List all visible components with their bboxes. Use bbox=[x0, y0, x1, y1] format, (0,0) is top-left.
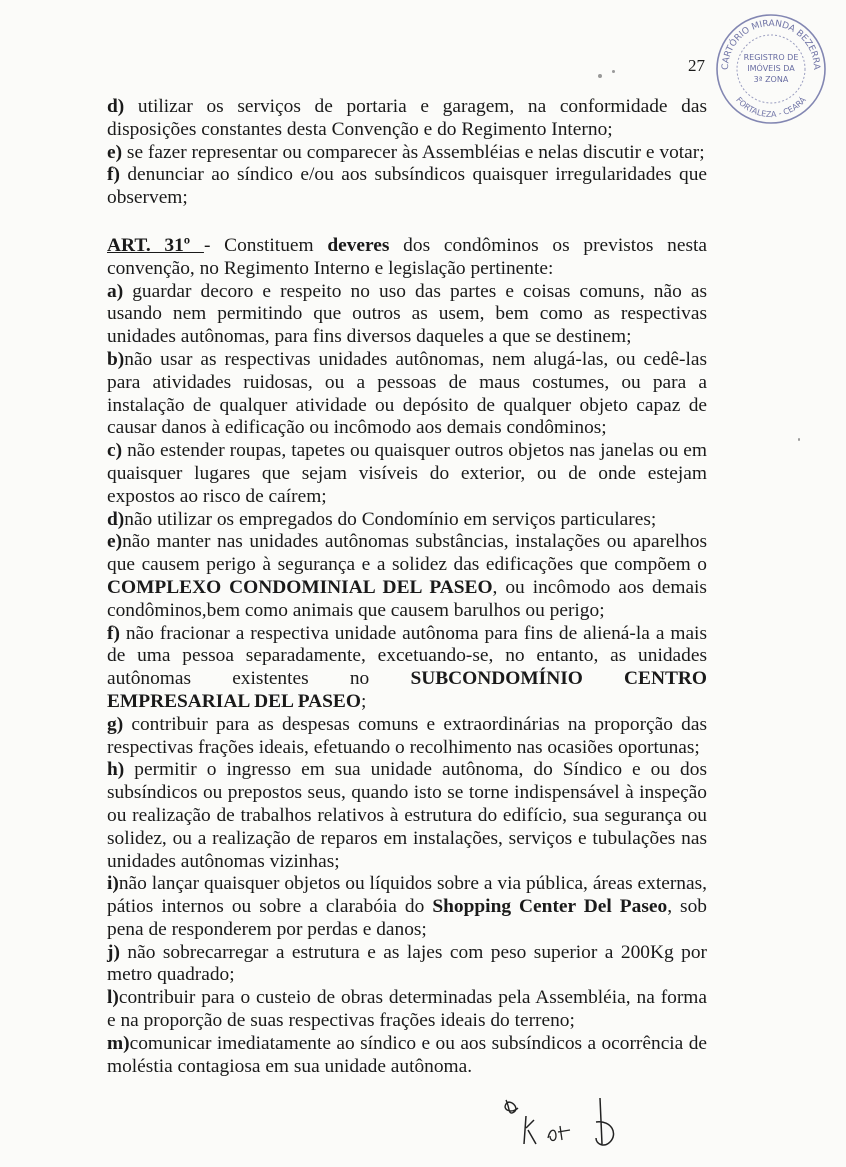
list-item-j bbox=[107, 942, 707, 988]
item-text: não sobrecarregar a estrutura e as lajes com peso superior a 200Kg por metro quadrado; bbox=[107, 941, 707, 986]
item-text: não fracionar a respectiva unidade autônoma para fins de aliená-la a mais de uma pessoa separadamente, excetuando-se, no entanto, as unidades autônomas existentes no bbox=[107, 622, 707, 690]
item-text: se fazer representar ou comparecer às Assembléias e nelas discutir e votar; bbox=[122, 141, 705, 163]
list-item-l bbox=[107, 987, 707, 1033]
list-item-d-top bbox=[107, 96, 707, 142]
item-text: guardar decoro e respeito no uso das partes e coisas comuns, não as usando nem permitindo que outros as usem, bem como as respectivas unidades autônomas, para fins diversos daqueles a que se destinem; bbox=[107, 280, 707, 348]
item-letter: f) bbox=[107, 622, 120, 644]
article-intro-bold: deveres bbox=[327, 234, 390, 256]
handwritten-initials bbox=[500, 1094, 640, 1154]
item-text: contribuir para as despesas comuns e extraordinárias na proporção das respectivas frações ideais, efetuando o recolhimento nas ocasiões oportunas; bbox=[107, 713, 707, 758]
stamp-inner-line-1: REGISTRO DE bbox=[743, 53, 799, 62]
list-item-m bbox=[107, 1033, 707, 1079]
item-text: permitir o ingresso em sua unidade autônoma, do Síndico e ou dos subsíndicos ou prepostos seus, quando isto se torne indispensável à inspeção ou realização de trabalhos relativos à estrutura do edifício, sua segurança ou solidez, ou a realização de reparos em instalações, serviços e tubulações nas unidades autônomas vizinhas; bbox=[107, 759, 707, 872]
article-label: ART. 31º bbox=[107, 234, 204, 256]
item-text-after: , sob pena de responderem por perdas e danos; bbox=[107, 896, 707, 940]
list-item-c bbox=[107, 440, 707, 508]
list-item-b bbox=[107, 349, 707, 440]
list-item-h bbox=[107, 759, 707, 873]
item-letter: d) bbox=[107, 508, 125, 530]
item-text: não utilizar os empregados do Condomínio em serviços particulares; bbox=[124, 508, 657, 530]
document-body bbox=[107, 96, 707, 1078]
article-intro-before: - Constituem bbox=[203, 234, 328, 256]
item-text: utilizar os serviços de portaria e garagem, na conformidade das disposições constantes desta Convenção e do Regimento Interno; bbox=[107, 96, 707, 140]
article-intro-after: dos condôminos os previstos nesta convenção, no Regimento Interno e legislação pertinente: bbox=[107, 234, 707, 279]
item-letter: a) bbox=[107, 280, 124, 302]
item-letter: i) bbox=[107, 873, 119, 895]
item-letter: l) bbox=[107, 987, 119, 1009]
item-letter: f) bbox=[107, 164, 120, 186]
item-letter: m) bbox=[107, 1032, 130, 1054]
item-bold-text: SUBCONDOMÍNIO CENTRO EMPRESARIAL DEL PASEO bbox=[107, 668, 707, 712]
list-item-i bbox=[107, 873, 707, 941]
item-text: comunicar imediatamente ao síndico e ou aos subsíndicos a ocorrência de moléstia contagiosa em sua unidade autônoma. bbox=[107, 1032, 707, 1077]
item-letter: h) bbox=[107, 759, 125, 781]
item-text: não manter nas unidades autônomas substâncias, instalações ou aparelhos que causem perigo à segurança e a solidez das edificações que compõem o bbox=[107, 531, 707, 576]
item-bold-text: COMPLEXO CONDOMINIAL DEL PASEO bbox=[107, 576, 493, 598]
stamp-bottom-text: FORTALEZA - CEARÁ bbox=[734, 95, 808, 120]
item-bold-text: Shopping Center Del Paseo bbox=[432, 896, 668, 918]
stamp-ring-text: CARTÓRIO MIRANDA BEZERRA bbox=[720, 18, 822, 71]
item-letter: b) bbox=[107, 348, 125, 370]
list-item-e bbox=[107, 531, 707, 622]
list-item-d bbox=[107, 509, 707, 532]
stamp-inner-line-3: 3ª ZONA bbox=[753, 75, 789, 84]
scan-speck bbox=[598, 74, 602, 78]
item-text: denunciar ao síndico e/ou aos subsíndicos quaisquer irregularidades que observem; bbox=[107, 164, 707, 209]
list-item-f bbox=[107, 623, 707, 714]
scan-speck bbox=[798, 438, 800, 441]
item-letter: d) bbox=[107, 96, 125, 117]
item-letter: j) bbox=[107, 941, 120, 963]
article-31-intro bbox=[107, 235, 707, 281]
item-text-after: ; bbox=[360, 690, 367, 712]
scan-speck bbox=[612, 70, 615, 73]
list-item-e-top bbox=[107, 142, 707, 165]
item-letter: e) bbox=[107, 141, 123, 163]
item-text: não lançar quaisquer objetos ou líquidos sobre a via pública, áreas externas, pátios internos ou sobre a clarabóia do bbox=[107, 873, 707, 918]
list-item-f-top bbox=[107, 164, 707, 210]
stamp-inner-line-2: IMÓVEIS DA bbox=[747, 64, 795, 73]
page-number: 27 bbox=[688, 56, 705, 75]
item-letter: c) bbox=[107, 440, 123, 462]
item-text-after: , ou incômodo aos demais condôminos,bem como animais que causem barulhos ou perigo; bbox=[107, 576, 707, 621]
list-item-g bbox=[107, 714, 707, 760]
item-letter: g) bbox=[107, 713, 124, 735]
list-item-a bbox=[107, 281, 707, 349]
item-text: não usar as respectivas unidades autônomas, nem alugá-las, ou cedê-las para atividades ruidosas, ou a pessoas de maus costumes, ou para a instalação de qualquer atividade ou depósito de qualquer objeto capaz de causar danos à edificação ou incômodo aos demais condôminos; bbox=[107, 348, 707, 439]
item-letter: e) bbox=[107, 531, 123, 553]
notary-stamp bbox=[712, 10, 830, 128]
item-text: contribuir para o custeio de obras determinadas pela Assembléia, na forma e na proporção de suas respectivas frações ideais do terreno; bbox=[107, 987, 707, 1032]
svg-text:FORTALEZA - CEARÁ bbox=[734, 94, 808, 120]
item-text: não estender roupas, tapetes ou quaisquer outros objetos nas janelas ou em quaisquer lugares que sejam visíveis do exterior, ou de onde estejam expostos ao risco de caírem; bbox=[107, 440, 707, 507]
